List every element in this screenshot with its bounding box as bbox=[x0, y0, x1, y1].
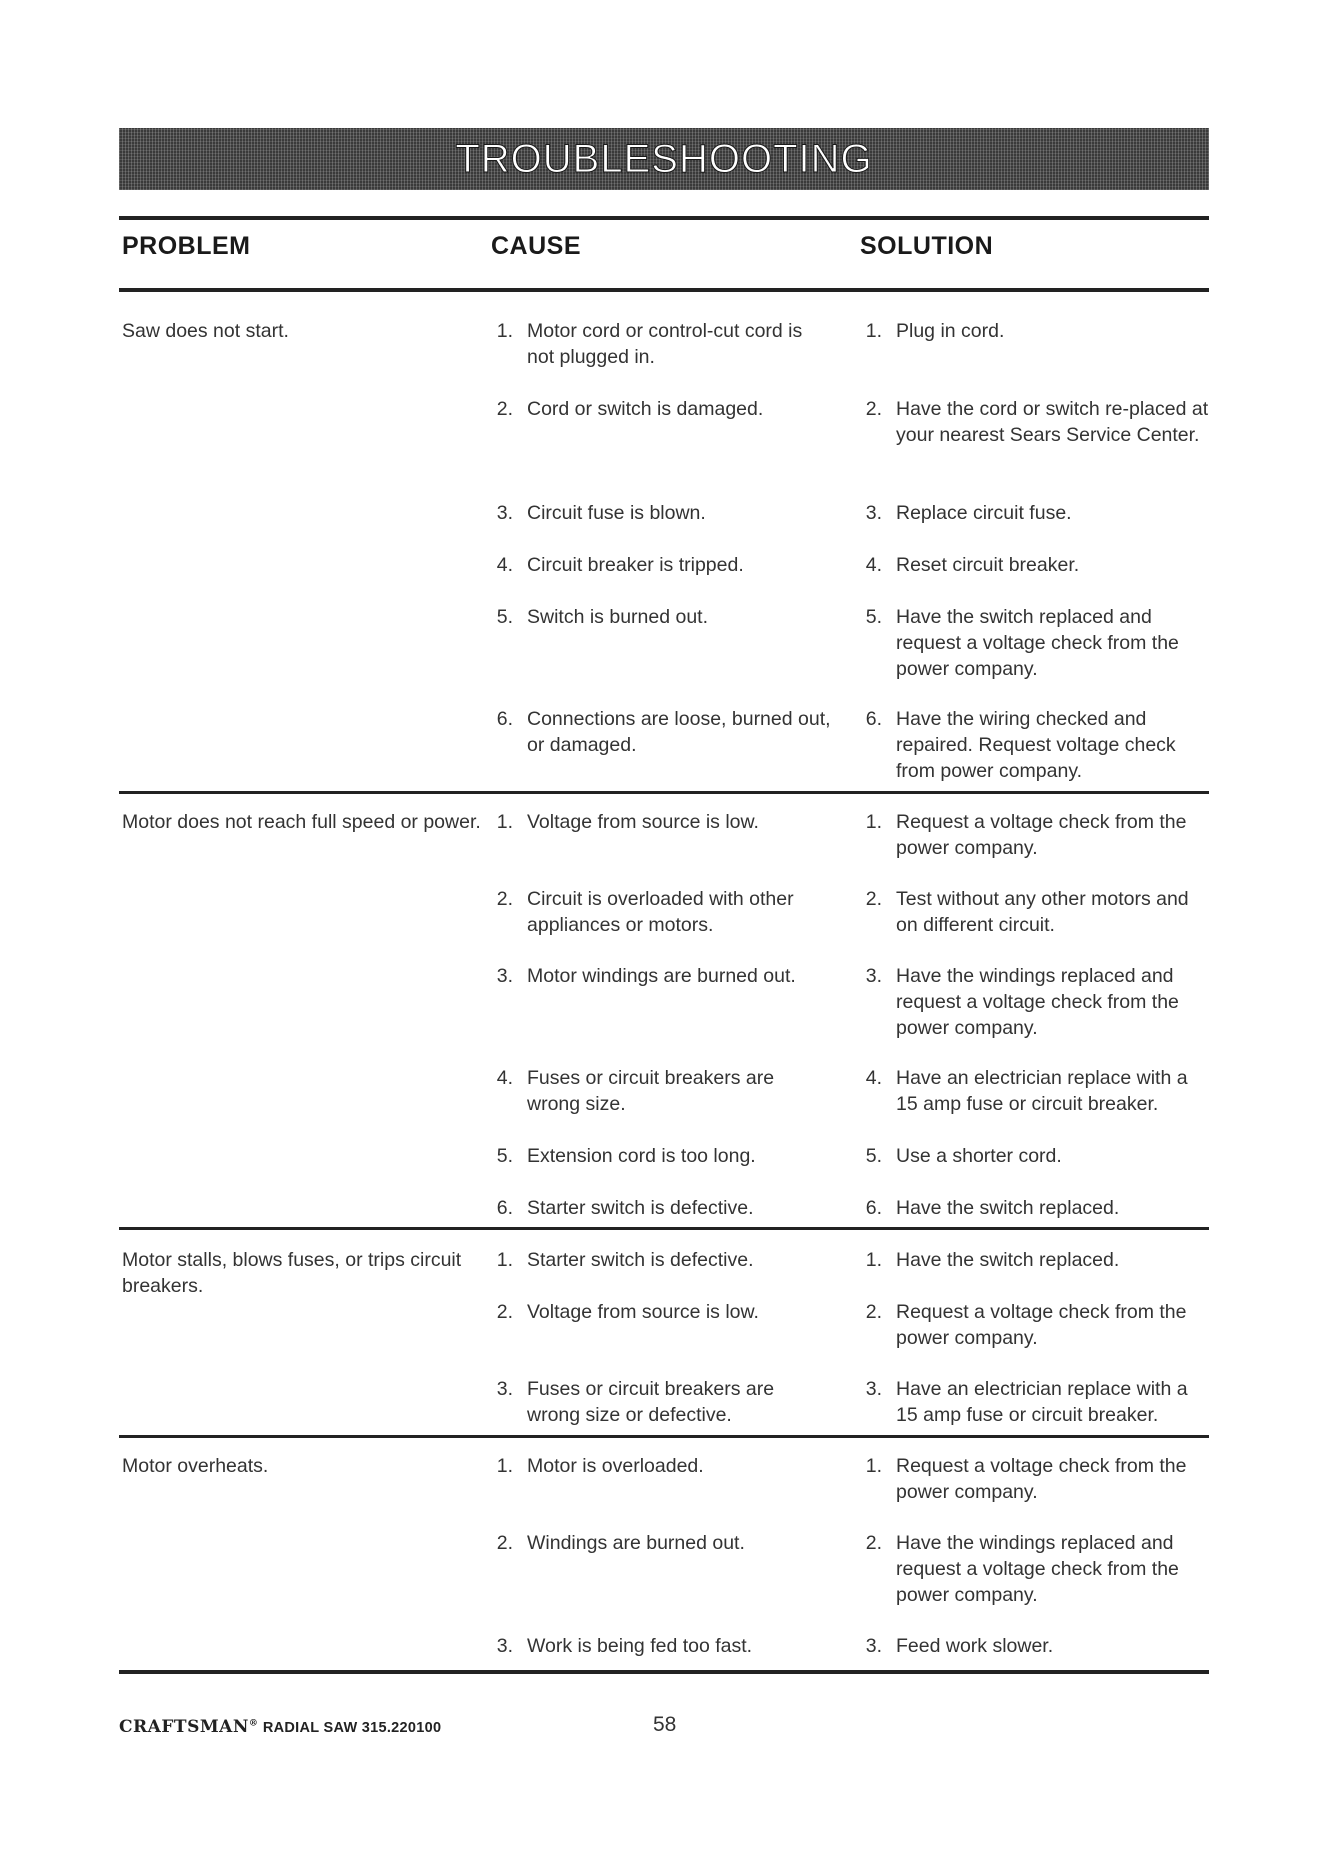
solution-number: 2. bbox=[865, 398, 882, 420]
group-divider bbox=[119, 1227, 1209, 1230]
solution-number: 1. bbox=[865, 1249, 882, 1271]
solution-text: Request a voltage check from the power company. bbox=[896, 811, 1187, 859]
cause-number: 2. bbox=[496, 1532, 513, 1554]
cause-text: Motor cord or control-cut cord is not plugged in. bbox=[527, 320, 803, 368]
solution-text: Have an electrician replace with a 15 amp fuse or circuit breaker. bbox=[896, 1378, 1188, 1426]
solution-number: 1. bbox=[865, 1455, 882, 1477]
footer bbox=[119, 1717, 441, 1737]
cause-number: 4. bbox=[496, 554, 513, 576]
cause-number: 6. bbox=[496, 1197, 513, 1219]
solution-number: 4. bbox=[865, 554, 882, 576]
cause-text: Circuit is overloaded with other appliances or motors. bbox=[527, 888, 794, 936]
solution-text: Have an electrician replace with a 15 amp fuse or circuit breaker. bbox=[896, 1067, 1188, 1115]
cause-number: 5. bbox=[496, 606, 513, 628]
solution-text: Have the switch replaced and request a voltage check from the power company. bbox=[896, 606, 1179, 680]
solution-number: 5. bbox=[865, 1145, 882, 1167]
cause-number: 1. bbox=[496, 1249, 513, 1271]
cause-text: Circuit breaker is tripped. bbox=[527, 554, 744, 576]
cause-text: Fuses or circuit breakers are wrong size. bbox=[527, 1067, 775, 1115]
solution-text: Request a voltage check from the power company. bbox=[896, 1301, 1187, 1349]
cause-number: 2. bbox=[496, 888, 513, 910]
header-top-rule bbox=[119, 216, 1209, 220]
solution-number: 1. bbox=[865, 320, 882, 342]
solution-number: 6. bbox=[865, 708, 882, 730]
cause-text: Connections are loose, burned out, or damaged. bbox=[527, 708, 831, 756]
solution-text: Request a voltage check from the power company. bbox=[896, 1455, 1187, 1503]
cause-text: Windings are burned out. bbox=[527, 1532, 745, 1554]
cause-number: 2. bbox=[496, 398, 513, 420]
cause-number: 2. bbox=[496, 1301, 513, 1323]
solution-number: 2. bbox=[865, 1301, 882, 1323]
cause-number: 1. bbox=[496, 320, 513, 342]
cause-number: 3. bbox=[496, 965, 513, 987]
solution-number: 2. bbox=[865, 1532, 882, 1554]
cause-text: Switch is burned out. bbox=[527, 606, 709, 628]
title-banner bbox=[119, 128, 1209, 190]
solution-text: Have the switch replaced. bbox=[896, 1197, 1120, 1219]
page-title: TROUBLESHOOTING bbox=[455, 136, 873, 181]
solution-text: Plug in cord. bbox=[896, 320, 1005, 342]
cause-number: 5. bbox=[496, 1145, 513, 1167]
solution-number: 1. bbox=[865, 811, 882, 833]
solution-text: Test without any other motors and on different circuit. bbox=[896, 888, 1189, 936]
cause-text: Motor windings are burned out. bbox=[527, 965, 796, 987]
cause-text: Fuses or circuit breakers are wrong size or defective. bbox=[527, 1378, 775, 1426]
page-number: 58 bbox=[653, 1713, 677, 1736]
solution-number: 2. bbox=[865, 888, 882, 910]
cause-text: Circuit fuse is blown. bbox=[527, 502, 706, 524]
solution-number: 3. bbox=[865, 502, 882, 524]
solution-text: Have the windings replaced and request a voltage check from the power company. bbox=[896, 1532, 1179, 1606]
cause-number: 3. bbox=[496, 502, 513, 524]
solution-text: Replace circuit fuse. bbox=[896, 502, 1072, 524]
problem-text: Saw does not start. bbox=[122, 320, 289, 342]
cause-text: Starter switch is defective. bbox=[527, 1249, 754, 1271]
group-divider bbox=[119, 791, 1209, 794]
solution-number: 4. bbox=[865, 1067, 882, 1089]
cause-number: 1. bbox=[496, 1455, 513, 1477]
cause-number: 4. bbox=[496, 1067, 513, 1089]
solution-text: Have the windings replaced and request a voltage check from the power company. bbox=[896, 965, 1179, 1039]
solution-text: Have the cord or switch re-placed at your nearest Sears Service Center. bbox=[896, 398, 1209, 446]
solution-number: 3. bbox=[865, 965, 882, 987]
cause-text: Extension cord is too long. bbox=[527, 1145, 756, 1167]
header-bottom-rule bbox=[119, 288, 1209, 292]
solution-text: Have the wiring checked and repaired. Request voltage check from power company. bbox=[896, 708, 1176, 782]
solution-column-header: SOLUTION bbox=[860, 232, 994, 260]
table-bottom-rule bbox=[119, 1670, 1209, 1674]
brand-logo: CRAFTSMAN® bbox=[119, 1717, 259, 1737]
solution-text: Use a shorter cord. bbox=[896, 1145, 1062, 1167]
problem-text: Motor does not reach full speed or power. bbox=[122, 811, 481, 833]
problem-column-header: PROBLEM bbox=[122, 232, 251, 260]
cause-text: Voltage from source is low. bbox=[527, 811, 759, 833]
cause-text: Work is being fed too fast. bbox=[527, 1635, 753, 1657]
solution-text: Reset circuit breaker. bbox=[896, 554, 1080, 576]
solution-text: Feed work slower. bbox=[896, 1635, 1054, 1657]
cause-number: 1. bbox=[496, 811, 513, 833]
solution-number: 3. bbox=[865, 1635, 882, 1657]
solution-number: 6. bbox=[865, 1197, 882, 1219]
cause-text: Voltage from source is low. bbox=[527, 1301, 759, 1323]
problem-text: Motor stalls, blows fuses, or trips circuit breakers. bbox=[122, 1249, 462, 1297]
cause-column-header: CAUSE bbox=[491, 232, 582, 260]
solution-number: 5. bbox=[865, 606, 882, 628]
model-label: RADIAL SAW 315.220100 bbox=[262, 1720, 442, 1736]
solution-text: Have the switch replaced. bbox=[896, 1249, 1120, 1271]
cause-number: 6. bbox=[496, 708, 513, 730]
cause-number: 3. bbox=[496, 1378, 513, 1400]
cause-text: Motor is overloaded. bbox=[527, 1455, 704, 1477]
cause-text: Starter switch is defective. bbox=[527, 1197, 754, 1219]
cause-number: 3. bbox=[496, 1635, 513, 1657]
problem-text: Motor overheats. bbox=[122, 1455, 269, 1477]
cause-text: Cord or switch is damaged. bbox=[527, 398, 764, 420]
solution-number: 3. bbox=[865, 1378, 882, 1400]
group-divider bbox=[119, 1435, 1209, 1438]
